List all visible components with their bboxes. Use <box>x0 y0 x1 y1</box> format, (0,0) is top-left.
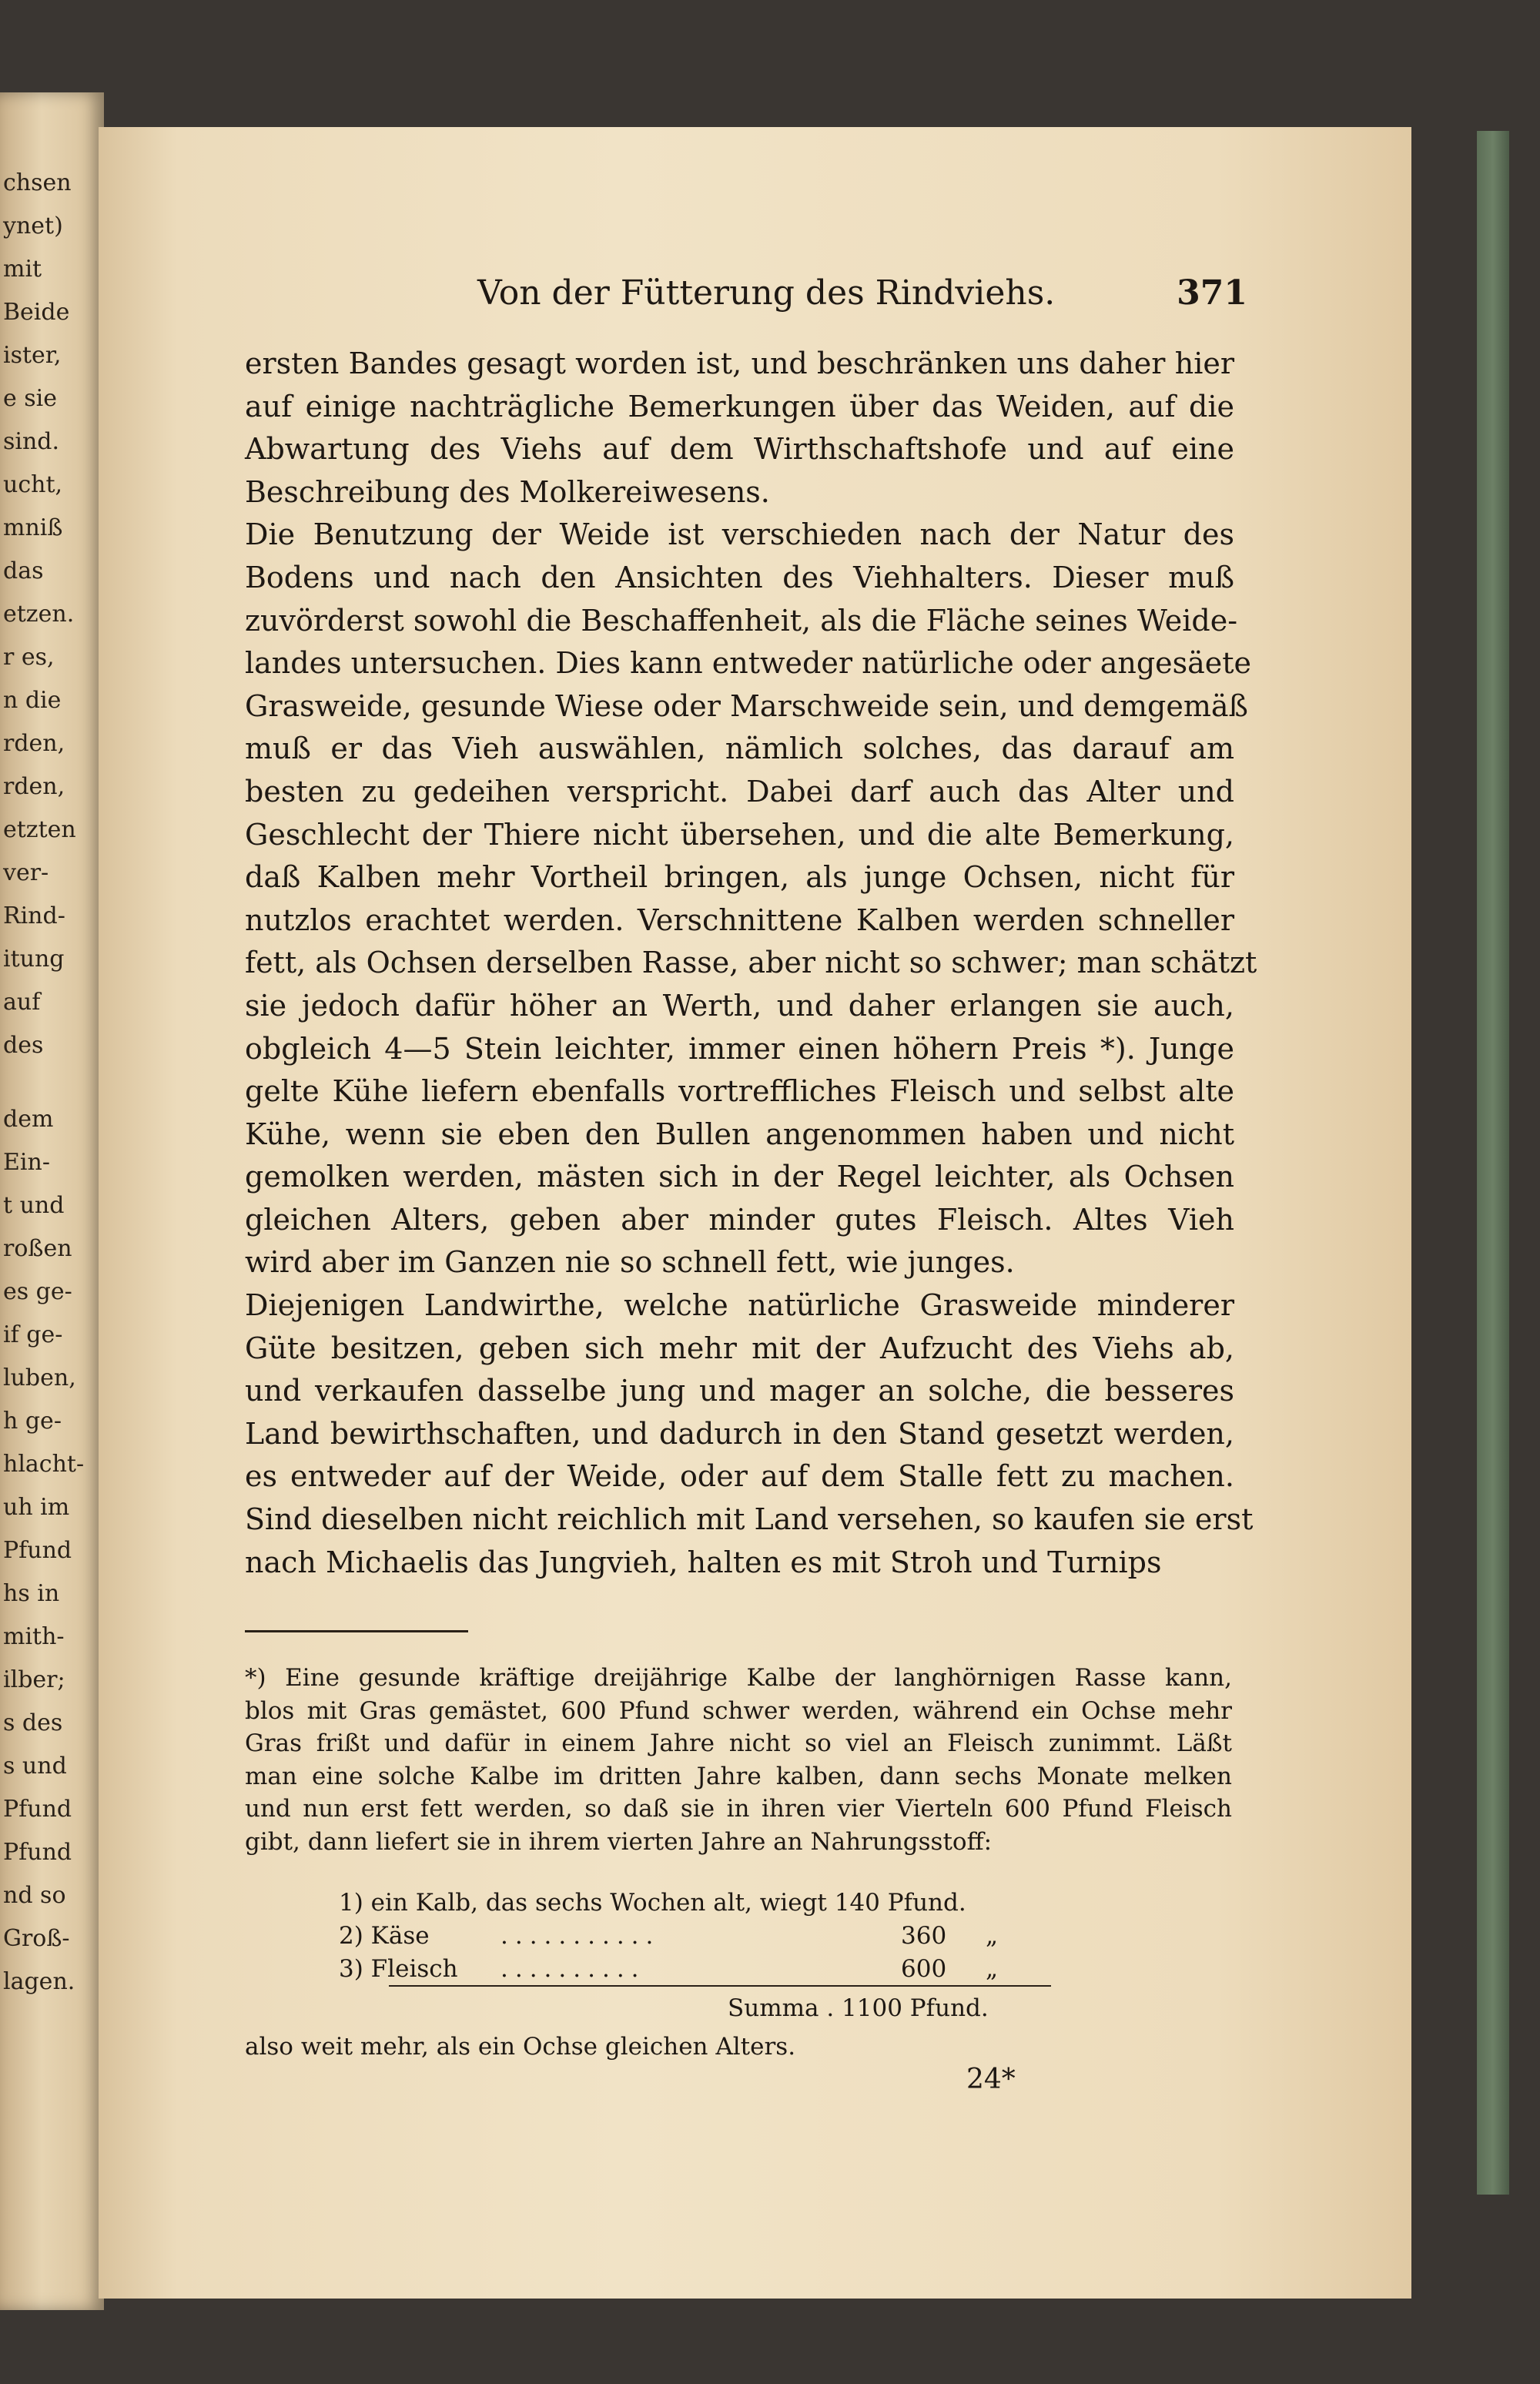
facing-page-fragment: s des <box>3 1709 63 1736</box>
text-line: gemolken werden, mästen sich in der Regel leichter, als Ochsen <box>245 1160 1234 1194</box>
facing-page-fragment: auf <box>3 989 41 1016</box>
footnote <box>245 1662 1232 1858</box>
text-line: es entweder auf der Weide, oder auf dem Stalle fett zu machen. <box>245 1459 1234 1494</box>
table-row-value: 600 <box>901 1955 947 1983</box>
text-line: besten zu gedeihen verspricht. Dabei darf auch das Alter und <box>245 774 1234 809</box>
facing-page-fragment: es ge- <box>3 1278 72 1305</box>
facing-page-fragment: if ge- <box>3 1321 63 1348</box>
left-page-edge <box>0 92 104 2310</box>
facing-page-fragment: etzen. <box>3 601 75 628</box>
text-line: muß er das Vieh auswählen, nämlich solches, das darauf am <box>245 732 1234 766</box>
facing-page-fragment: mith- <box>3 1623 65 1650</box>
text-line: zuvörderst sowohl die Beschaffenheit, als die Fläche seines Weide- <box>245 603 1238 638</box>
facing-page-fragment: lagen. <box>3 1968 75 1995</box>
header-title: Von der Fütterung des Rindviehs. <box>477 273 1056 313</box>
table-row-unit: „ <box>986 1955 999 1983</box>
text-line: Sind dieselben nicht reichlich mit Land versehen, so kaufen sie erst <box>245 1502 1254 1537</box>
facing-page-fragment: luben, <box>3 1364 76 1391</box>
text-line: Bodens und nach den Ansichten des Viehhalters. Dieser muß <box>245 560 1234 594</box>
facing-page-fragment: Pfund <box>3 1537 72 1564</box>
text-line: wird aber im Ganzen nie so schnell fett, wie junges. <box>245 1245 1015 1280</box>
table-row <box>339 1887 1078 1920</box>
body-text <box>245 343 1257 1584</box>
facing-page-fragment: dem <box>3 1106 54 1133</box>
footnote-line: man eine solche Kalbe im dritten Jahre kalben, dann sechs Monate melken <box>245 1762 1232 1790</box>
facing-page-fragment: sind. <box>3 428 60 455</box>
text-line: sie jedoch dafür höher an Werth, und daher erlangen sie auch, <box>245 988 1234 1023</box>
facing-page-fragment: hs in <box>3 1580 60 1607</box>
facing-page-fragment: n die <box>3 687 62 714</box>
footnote-line: Gras frißt und dafür in einem Jahre nicht so viel an Fleisch zunimmt. Läßt <box>245 1729 1232 1757</box>
facing-page-fragment: rden, <box>3 730 65 757</box>
text-line: Güte besitzen, geben sich mehr mit der Aufzucht des Viehs ab, <box>245 1331 1234 1365</box>
text-line: ersten Bandes gesagt worden ist, und beschränken uns daher hier <box>245 347 1234 380</box>
footnote-line: und nun erst fett werden, so daß sie in ihren vier Vierteln 600 Pfund Fleisch <box>245 1795 1232 1823</box>
text-line: gleichen Alters, geben aber minder gutes Fleisch. Altes Vieh <box>245 1202 1234 1237</box>
text-line: Land bewirthschaften, und dadurch in den Stand gesetzt werden, <box>245 1416 1234 1451</box>
facing-page-fragment: e sie <box>3 385 58 412</box>
table-sum: Summa . 1100 Pfund. <box>728 1994 989 2022</box>
facing-page-fragment: Rind- <box>3 902 65 929</box>
table-row-value: 360 <box>901 1922 947 1950</box>
facing-page-fragment: ucht, <box>3 471 63 498</box>
facing-page-fragment: mit <box>3 256 42 283</box>
facing-page-fragment: Pfund <box>3 1839 72 1866</box>
facing-page-fragment: Ein- <box>3 1149 50 1176</box>
table-row-text: 1) ein Kalb, das sechs Wochen alt, wiegt 140 Pfund. <box>339 1889 966 1917</box>
text-line: Kühe, wenn sie eben den Bullen angenommen haben und nicht <box>245 1117 1234 1151</box>
facing-page-fragment: ister, <box>3 342 62 369</box>
facing-page-fragment: t und <box>3 1192 65 1219</box>
facing-page-fragment: nd so <box>3 1882 66 1909</box>
text-line: landes untersuchen. Dies kann entweder natürliche oder angesäete <box>245 646 1252 681</box>
running-header <box>477 273 1247 320</box>
table-row-unit: „ <box>986 1922 999 1950</box>
text-line: nutzlos erachtet werden. Verschnittene Kalben werden schneller <box>245 902 1234 937</box>
footnote-rule <box>245 1630 468 1632</box>
text-line: obgleich 4—5 Stein leichter, immer einen höhern Preis *). Junge <box>245 1031 1234 1066</box>
text-line: gelte Kühe liefern ebenfalls vortreffliches Fleisch und selbst alte <box>245 1074 1234 1109</box>
facing-page-fragment: uh im <box>3 1494 70 1521</box>
facing-page-fragment: chsen <box>3 169 72 196</box>
text-line: Abwartung des Viehs auf dem Wirthschaftshofe und auf eine <box>245 432 1234 467</box>
footnote-closing: also weit mehr, als ein Ochse gleichen Alters. <box>245 2033 796 2061</box>
facing-page-fragment: itung <box>3 946 65 973</box>
footnote-line: blos mit Gras gemästet, 600 Pfund schwer werden, während ein Ochse mehr <box>245 1696 1232 1725</box>
footnote-line: *) Eine gesunde kräftige dreijährige Kalbe der langhörnigen Rasse kann, <box>245 1664 1232 1692</box>
facing-page-fragment: mniß <box>3 514 63 541</box>
text-line: Geschlecht der Thiere nicht übersehen, und die alte Bemerkung, <box>245 817 1234 852</box>
text-line: Beschreibung des Molkereiwesens. <box>245 474 770 509</box>
facing-page-fragment: s und <box>3 1753 67 1780</box>
facing-page-fragment: roßen <box>3 1235 72 1262</box>
facing-page-fragment: Beide <box>3 299 70 326</box>
text-line: auf einige nachträgliche Bemerkungen über das Weiden, auf die <box>245 389 1234 424</box>
signature-mark: 24* <box>966 2064 1016 2095</box>
table-row-leader: ........... <box>500 1922 661 1950</box>
facing-page-fragment: r es, <box>3 644 55 671</box>
facing-page-fragment: etzten <box>3 816 76 843</box>
facing-page-fragment: Groß- <box>3 1925 70 1952</box>
facing-page-fragment: rden, <box>3 773 65 800</box>
text-line: fett, als Ochsen derselben Rasse, aber nicht so schwer; man schätzt <box>245 946 1257 980</box>
facing-page-fragment: hlacht- <box>3 1451 85 1478</box>
facing-page-fragment: h ge- <box>3 1408 62 1435</box>
page-number: 371 <box>1177 273 1247 313</box>
text-line: nach Michaelis das Jungvieh, halten es mit Stroh und Turnips <box>245 1545 1162 1579</box>
text-line: daß Kalben mehr Vortheil bringen, als junge Ochsen, nicht für <box>245 860 1234 895</box>
facing-page-fragment: ynet) <box>3 213 63 239</box>
facing-page-fragment: Pfund <box>3 1796 72 1823</box>
facing-page-fragment: das <box>3 557 44 584</box>
text-line: Grasweide, gesunde Wiese oder Marschweide sein, und demgemäß <box>245 688 1248 723</box>
table-row <box>339 1953 1078 1986</box>
text-line: Diejenigen Landwirthe, welche natürliche Grasweide minderer <box>245 1288 1234 1323</box>
nutrition-table <box>339 1887 1078 1986</box>
footnote-line: gibt, dann liefert sie in ihrem vierten Jahre an Nahrungsstoff: <box>245 1827 993 1856</box>
table-row-label: 2) Käse <box>339 1922 430 1950</box>
facing-page-fragment: des <box>3 1032 44 1059</box>
table-row-leader: .......... <box>500 1955 646 1983</box>
book-cover-edge <box>1477 131 1509 2195</box>
table-row <box>339 1920 1078 1953</box>
facing-page-fragment: ver- <box>3 859 49 886</box>
text-line: Die Benutzung der Weide ist verschieden nach der Natur des <box>245 517 1234 552</box>
text-line: und verkaufen dasselbe jung und mager an solche, die besseres <box>245 1374 1234 1408</box>
sum-rule <box>389 1985 1051 1987</box>
table-row-label: 3) Fleisch <box>339 1955 458 1983</box>
facing-page-fragment: ilber; <box>3 1666 65 1693</box>
